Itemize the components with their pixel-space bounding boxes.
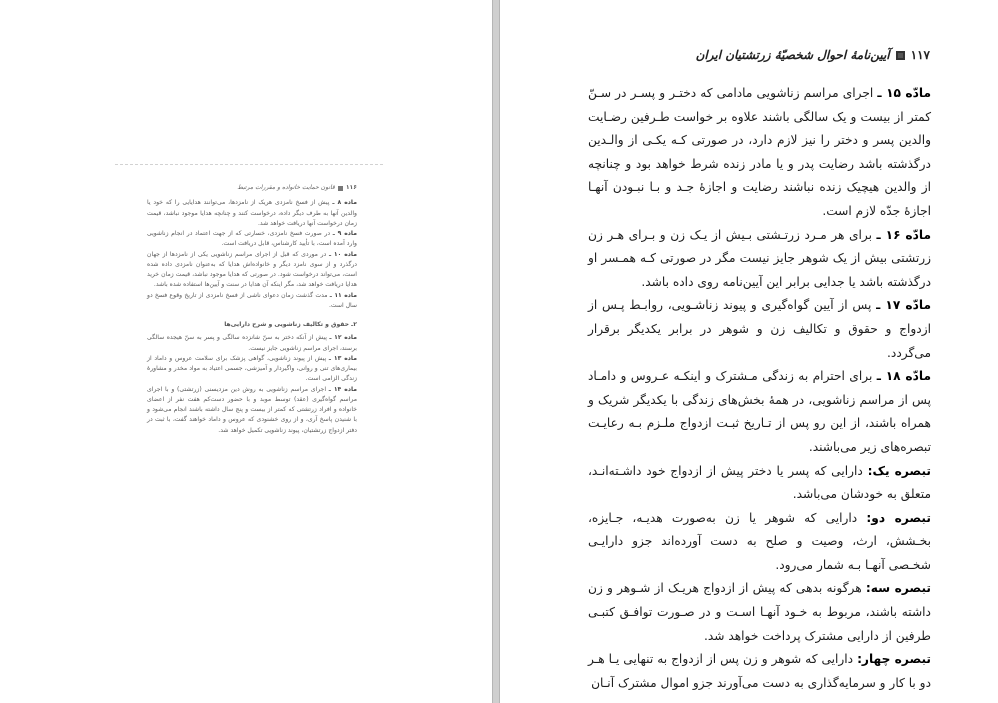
left-page-title: قانون حمایت خانواده و مقررات مرتبط (237, 184, 335, 191)
left-paragraph: ماده ۱۳ ـ پیش از پیوند زناشویی، گواهی پزشک برای سلامت عروس و داماد از بیماری‌های تنی و روانی، واگیردار و آمیزشی، جسمی اعتیاد به مواد مخدر و مشاورهٔ زندگی الزامی است. (147, 354, 357, 383)
left-paragraph: ماده ۱۰ ـ در موردی که قبل از اجرای مراسم زناشویی یکی از نامزدها از جهان درگذرد و از سوی نامزد دیگر و خانواده‌اش هدایا که به‌عنوان نامزدی داده شده است، می‌تواند درخواست شود. در صورتی که هدایا موجود نباشد، قیمت زمان خرید هدایا دریافت خواهد شد، مگر اینکه آن هدایا در سنت و آیین‌ها استفاده شده باشد. (147, 250, 357, 289)
article-paragraph: مادّه ۱۶ ـ برای هر مـرد زرتـشتی بـیش از یـک زن و بـرای هـر زن زرتشتی بیش از یک شوهر جایز نیست مگر در صورتی کـه همـسر او درگذشته باشد یا جدایی برابر این آیین‌نامه روی داده باشد. (588, 227, 931, 289)
header-square-icon (338, 186, 343, 191)
right-page-header (588, 48, 930, 62)
right-page-text (588, 82, 931, 695)
article-paragraph: مادّه ۱۷ ـ پس از آیین گواه‌گیری و پیوند زناشـویی، روابـط پـس از ازدواج و حقوق و تکالیف زن و شوهر در برابر یکدیگر برقرار می‌گردد. (588, 298, 932, 360)
left-paragraph: ماده ۹ ـ در صورت فسخ نامزدی، خسارتی که از جهت اعتماد در انجام زناشویی وارد آمده است، با تأیید کارشناس، قابل دریافت است. (147, 230, 357, 248)
left-paragraph: ماده ۱۴ ـ اجرای مراسم زناشویی به روش دین مزدیسنی (زرتشتی) و با اجرای مراسم گواه‌گیری (عقد) توسط موبد و با حضور دست‌کم هفت نفر از اعضای خانواده و افراد زرتشتی که کمتر از بیست و پنج سال داشته باشند انجام می‌شود و با شنیدن پاسخ آری، و از روی خشنودی که عروس و داماد خواهند گفت، با ثبت در دفتر ازدواج زرتشتیان، پیوند زناشویی تکمیل خواهد شد. (147, 385, 358, 434)
right-page-number: ۱۱۷ (910, 48, 930, 62)
left-page-number: ۱۱۶ (345, 184, 357, 191)
note-paragraph: تبصره دو: دارایی که شوهر یا زن به‌صورت هدیـه، جـایزه، بخـشش، ارث، وصیت و صلح به دست آورده‌اند جزو دارایـی شخـصی آنهـا بـه شمار می‌رود. (588, 510, 931, 572)
left-page-text (147, 183, 357, 436)
header-square-icon (896, 51, 905, 60)
left-section-title: ۲ـ حقوق و تکالیف زناشویی و شرح دارایی‌ها (224, 321, 357, 328)
scan-edge-line (115, 164, 383, 165)
left-page (0, 0, 493, 703)
note-paragraph: تبصره یک: دارایی که پسر یا دختر پیش از ازدواج خود داشـته‌انـد، متعلق به خودشان می‌باشد. (588, 463, 931, 502)
right-page-title: آیین‌نامهٔ احوال شخصیّهٔ زرتشتیان ایران (695, 48, 890, 62)
left-paragraph: ماده ۱۱ ـ مدت گذشت زمان دعوای ناشی از فسخ نامزدی از تاریخ وقوع فسخ دو سال است. (147, 291, 357, 309)
article-paragraph: مادّه ۱۵ ـ اجرای مراسم زناشویی مادامی که دختـر و پسـر در سـنّ کمتر از بیست و یک سالگی باشند علاوه بر خواست طـرفین رضـایت والدین پسر و دختر را نیز لازم دارد، در صورتی کـه یکـی از والـدین درگذشته باشد رضایت پدر و یا مادر زنده شرط خواهد بود و چنانچه از والدین هیچیک زنده نباشند رضایت و اجازهٔ جـد و بـا نبـودن آنهـا اجازهٔ جدّه لازم است. (588, 86, 931, 218)
note-paragraph: تبصره سه: هرگونه بدهی که پیش از ازدواج هریـک از شـوهر و زن داشته باشند، مربوط به خـود آنهـا اسـت و در صـورت توافـق کتبـی طرفین از دارایی مشترک پرداخت خواهد شد. (588, 581, 931, 643)
left-paragraph: ماده ۱۲ ـ پیش از آنکه دختر به سنّ شانزده سالگی و پسر به سنّ هیجده سالگی برسند، اجرای مراسم زناشویی جایز نیست. (147, 334, 357, 352)
left-page-header (147, 183, 357, 193)
note-paragraph: تبصره چهار: دارایی که شوهر و زن پس از ازدواج به تنهایی یـا هـر دو با کار و سرمایه‌گذاری به دست می‌آورند جزو اموال مشترک آنـان (588, 652, 932, 690)
left-paragraph: ماده ۸ ـ پیش از فسخ نامزدی هریک از نامزدها، می‌توانند هدایایی را که خود یا والدین آنها به طرف دیگر داده، درخواست کنند و چنانچه هدایا موجود نباشد، قیمت زمان درخواست آنها دریافت خواهد شد. (147, 199, 357, 227)
article-paragraph: مادّه ۱۸ ـ برای احترام به زندگی مـشترک و اینکـه عـروس و دامـاد پس از مراسم زناشویی، در همهٔ بخش‌های زندگی با یکدیگر شریک و همراه باشند، از این رو پس از تـاریخ ثبـت ازدواج ملـزم بـه رعایـت تبصره‌های زیر می‌باشند. (588, 369, 931, 454)
